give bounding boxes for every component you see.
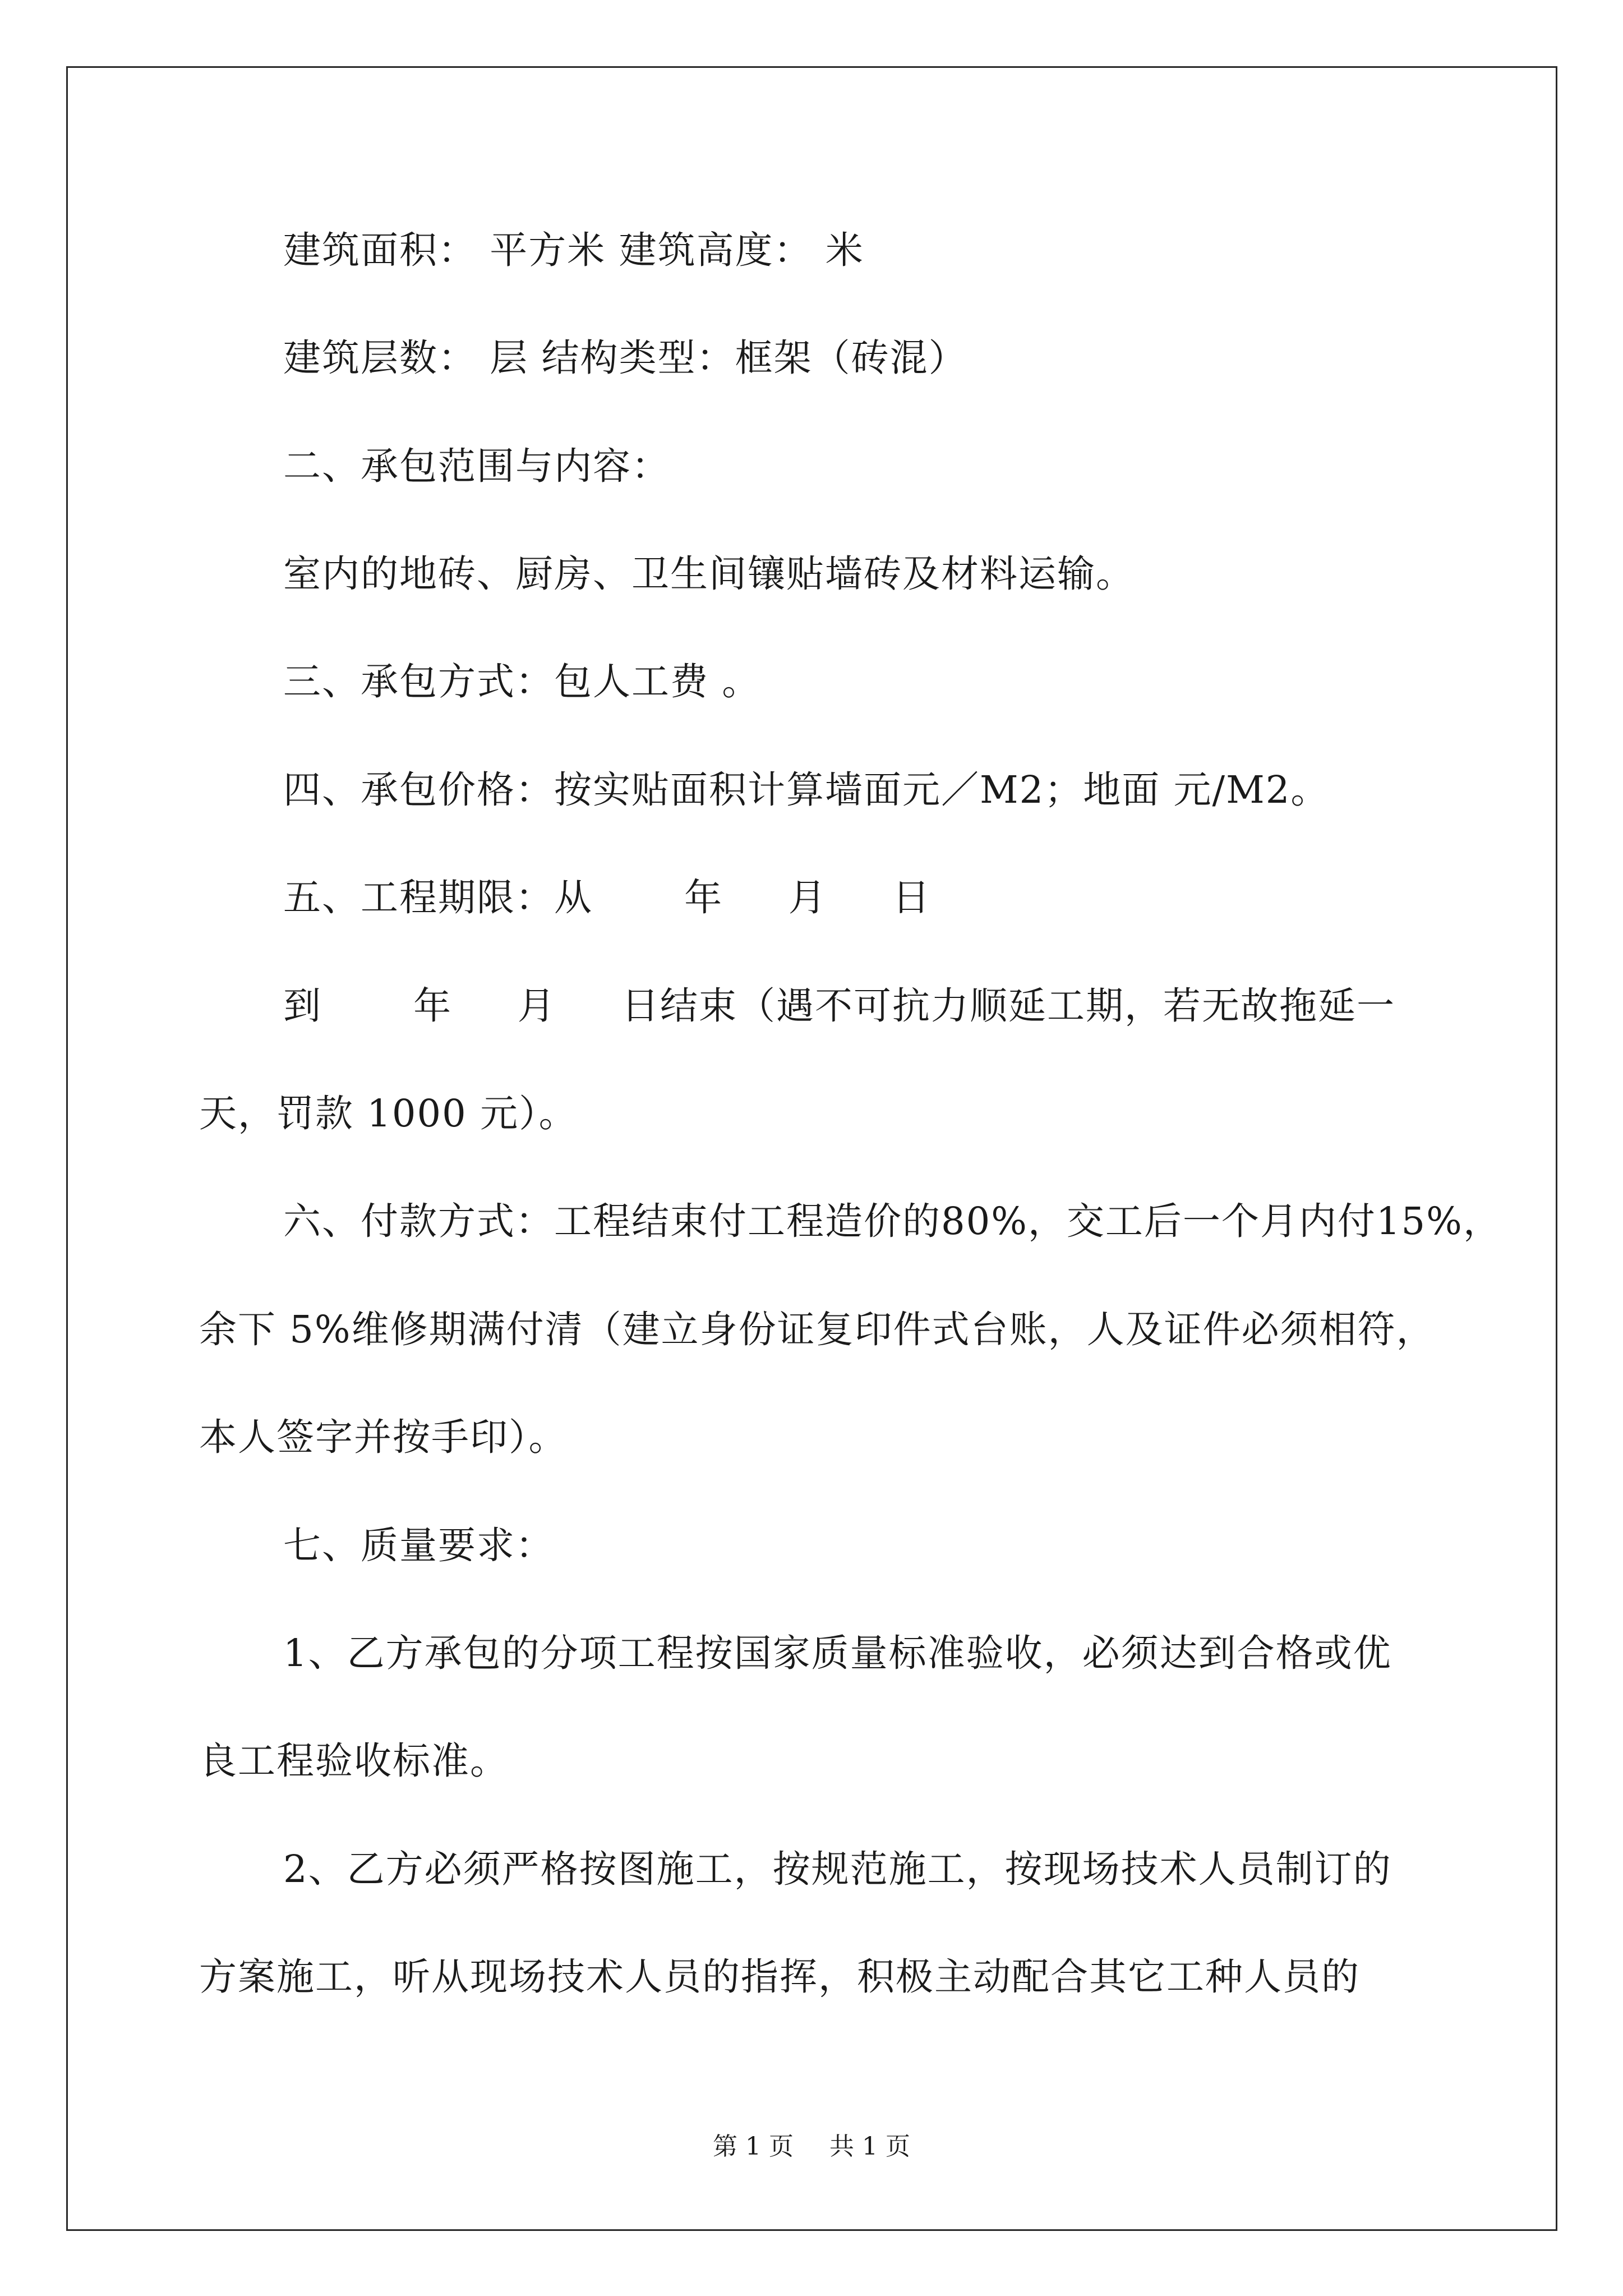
- text-line: 四、承包价格：按实贴面积计算墙面元／M2；地面 元/M2。: [283, 768, 1330, 812]
- text-line: 到 年 月 日结束（遇不可抗力顺延工期，若无故拖延一: [283, 984, 1396, 1028]
- text-line: 三、承包方式：包人工费 。: [283, 660, 761, 703]
- page-border: [66, 66, 1557, 2231]
- text-line: 2、乙方必须严格按图施工，按规范施工，按现场技术人员制订的: [283, 1847, 1392, 1891]
- text-line: 五、工程期限：从 年 月 日: [283, 876, 932, 919]
- page-footer: [0, 2134, 1623, 2159]
- page-total: 共 1 页: [829, 2132, 910, 2161]
- text-line: 建筑面积： 平方米 建筑高度： 米: [283, 228, 864, 272]
- text-line: 良工程验收标准。: [199, 1739, 509, 1783]
- text-line: 七、质量要求：: [283, 1524, 554, 1567]
- text-line: 方案施工，听从现场技术人员的指挥，积极主动配合其它工种人员的: [199, 1955, 1360, 1999]
- text-line: 本人签字并按手印）。: [199, 1415, 568, 1459]
- text-line: 二、承包范围与内容：: [283, 444, 670, 488]
- text-line: 室内的地砖、厨房、卫生间镶贴墙砖及材料运输。: [283, 552, 1135, 596]
- page-number: 第 1 页: [713, 2132, 794, 2161]
- text-line: 余下 5%维修期满付清（建立身份证复印件式台账，人及证件必须相符，: [199, 1308, 1435, 1351]
- text-line: 六、付款方式：工程结束付工程造价的80%，交工后一个月内付15%，: [283, 1199, 1502, 1243]
- text-line: 1、乙方承包的分项工程按国家质量标准验收，必须达到合格或优: [283, 1631, 1392, 1675]
- text-line: 天，罚款 1000 元）。: [199, 1092, 578, 1135]
- text-line: 建筑层数： 层 结构类型：框架（砖混）: [283, 336, 967, 380]
